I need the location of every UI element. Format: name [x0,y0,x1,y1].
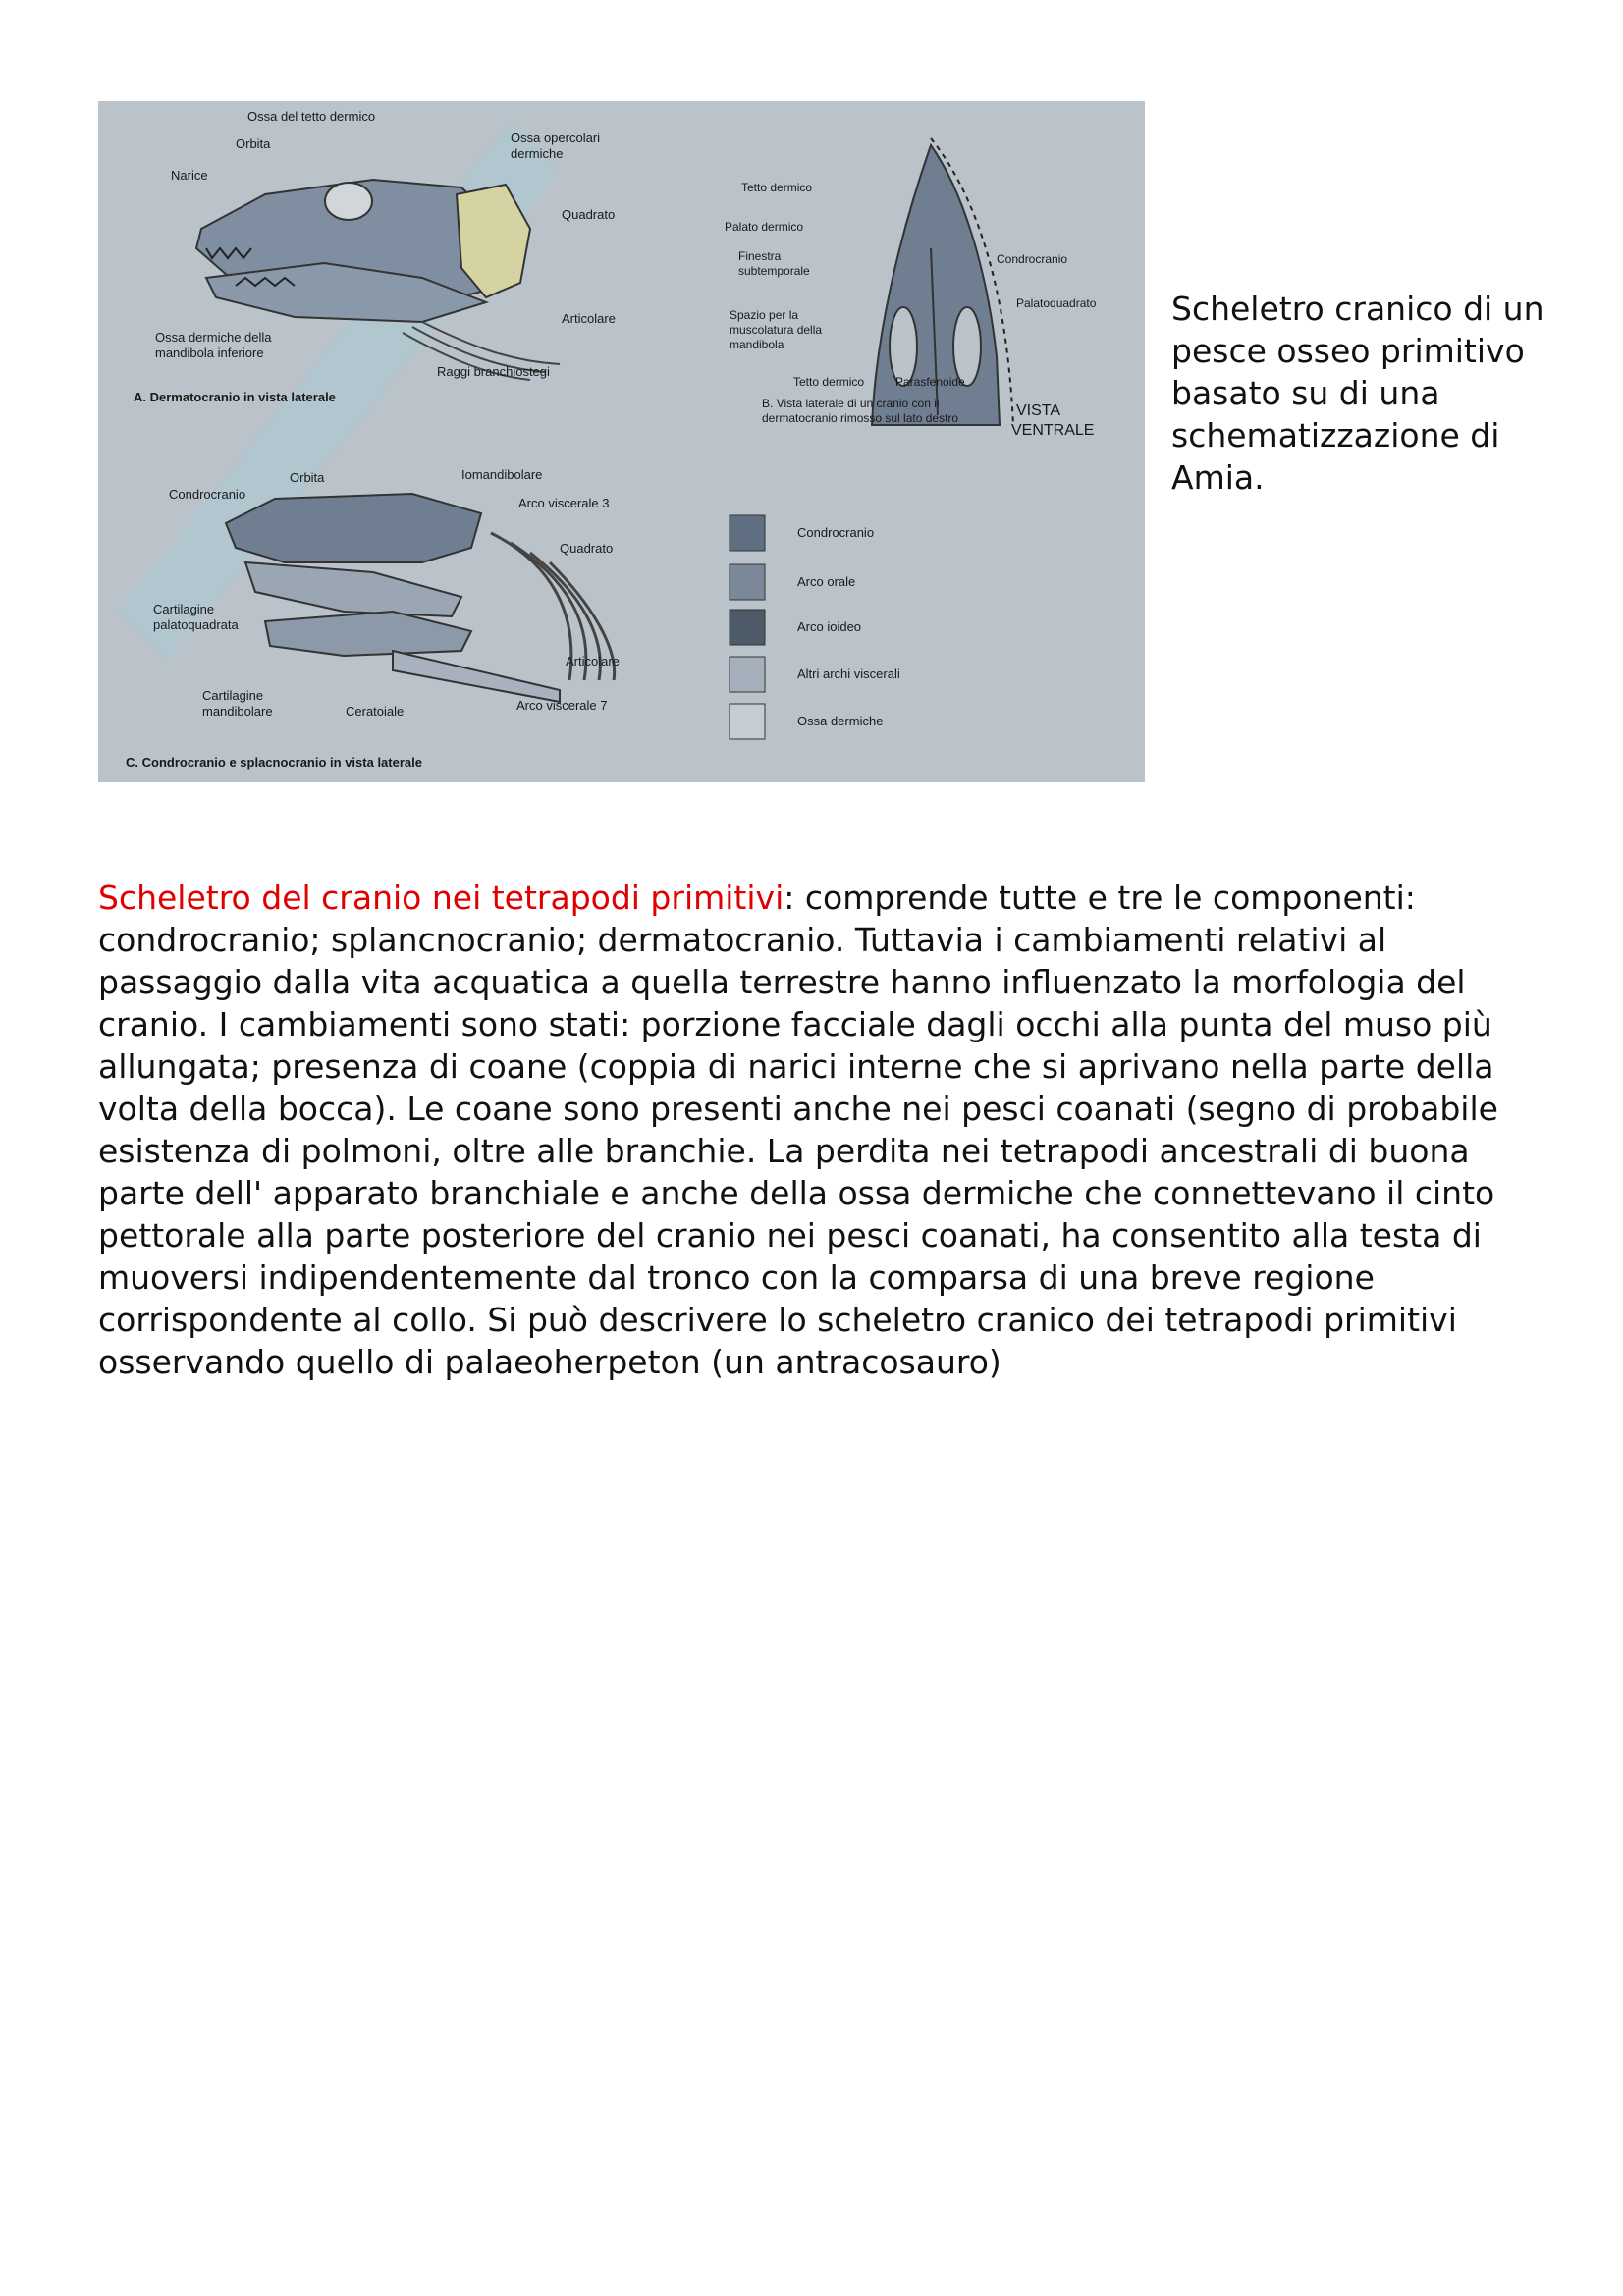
figure-caption: Scheletro cranico di un pesce osseo primitivo basato su di una schematizzazione di Amia. [1171,290,1544,497]
legend-altri-archi: Altri archi viscerali [797,667,900,681]
handwritten-vista: VISTA [1016,402,1061,419]
label-finestra-2: subtemporale [738,264,810,278]
label-tetto-dermico: Ossa del tetto dermico [247,109,376,124]
label-orbita: Orbita [236,136,271,151]
label-b-tetto-dermico-bottom: Tetto dermico [793,375,865,389]
label-c-articolare: Articolare [566,654,620,668]
paragraph [98,877,1532,1383]
label-arco-viscerale-3: Arco viscerale 3 [518,496,610,510]
label-mandibola: Ossa dermiche della [155,330,272,345]
label-ceratoiale: Ceratoiale [346,704,405,719]
label-b-condrocranio: Condrocranio [997,252,1068,266]
label-cartilagine-pq-2: palatoquadrata [153,617,239,632]
label-c-orbita: Orbita [290,470,325,485]
label-c-quadrato: Quadrato [560,541,614,556]
paragraph-lead: Scheletro del cranio nei tetrapodi primitivi [98,879,784,917]
paragraph-text: : comprende tutte e tre le componenti: condrocranio; splancnocranio; dermatocranio. Tuttavia i cambiamenti relativi al passaggio dalla vita acquatica a quella terrestre hanno influenzato la morfologia del cranio. I cambiamenti sono stati: porzione facciale dagli occhi alla punta del muso più allungata; presenza di coane (coppia di narici interne che si aprivano nella parte della volta della bocca). Le coane sono presenti anche nei pesci coanati (segno di probabile esistenza di polmoni, oltre alle branchie. La perdita nei tetrapodi ancestrali di buona parte dell' apparato branchiale e anche della ossa dermiche che connettevano il cinto pettorale alla parte posteriore del cranio nei pesci coanati, ha consentito alla testa di muoversi indipendentemente dal tronco con la comparsa di una breve regione corrispondente al collo. Si può descrivere lo scheletro cranico dei tetrapodi primitivi osservando quello di palaeoherpeton (un antracosauro) [98,879,1498,1381]
panel-a-caption: A. Dermatocranio in vista laterale [134,390,336,404]
panel-c-caption: C. Condrocranio e splacnocranio in vista laterale [126,755,422,770]
panel-b-caption: B. Vista laterale di un cranio con il [762,397,940,410]
label-spazio: Spazio per la [730,308,799,322]
label-iomandibolare: Iomandibolare [461,467,543,482]
label-c-condrocranio: Condrocranio [169,487,246,502]
label-quadrato: Quadrato [562,207,616,222]
label-arco-viscerale-7: Arco viscerale 7 [516,698,608,713]
label-palatoquadrato: Palatoquadrato [1016,296,1097,310]
skull-diagram-figure [98,101,1145,782]
label-parasfenoide: Parasfenoide [895,375,965,389]
legend-swatch-arco-orale [730,564,765,600]
label-spazio-3: mandibola [730,338,784,351]
handwritten-ventrale: VENTRALE [1011,422,1095,439]
legend [730,515,900,739]
legend-swatch-condrocranio [730,515,765,551]
legend-arco-ioideo: Arco ioideo [797,619,862,634]
legend-ossa-dermiche: Ossa dermiche [797,714,884,728]
legend-condrocranio: Condrocranio [797,525,875,540]
label-raggi-branchiostegi: Raggi branchiostegi [437,364,550,379]
legend-swatch-ossa-dermiche [730,704,765,739]
label-articolare: Articolare [562,311,616,326]
legend-arco-orale: Arco orale [797,574,856,589]
label-spazio-2: muscolatura della [730,323,823,337]
panel-c-drawing [226,494,615,702]
label-narice: Narice [171,168,208,183]
label-ossa-opercolari-2: dermiche [511,146,564,161]
legend-swatch-arco-ioideo [730,610,765,645]
label-cartilagine-m: Cartilagine [202,688,264,703]
label-cartilagine-pq: Cartilagine [153,602,215,616]
label-mandibola-2: mandibola inferiore [155,346,264,360]
label-finestra: Finestra [738,249,782,263]
skull-diagram [98,101,1145,782]
label-b-tetto-dermico: Tetto dermico [741,181,813,194]
legend-swatch-altri-archi [730,657,765,692]
label-cartilagine-m-2: mandibolare [202,704,273,719]
label-palato-dermico: Palato dermico [725,220,804,234]
label-ossa-opercolari: Ossa opercolari [511,131,601,145]
panel-b-caption-2: dermatocranio rimosso sul lato destro [762,411,959,425]
